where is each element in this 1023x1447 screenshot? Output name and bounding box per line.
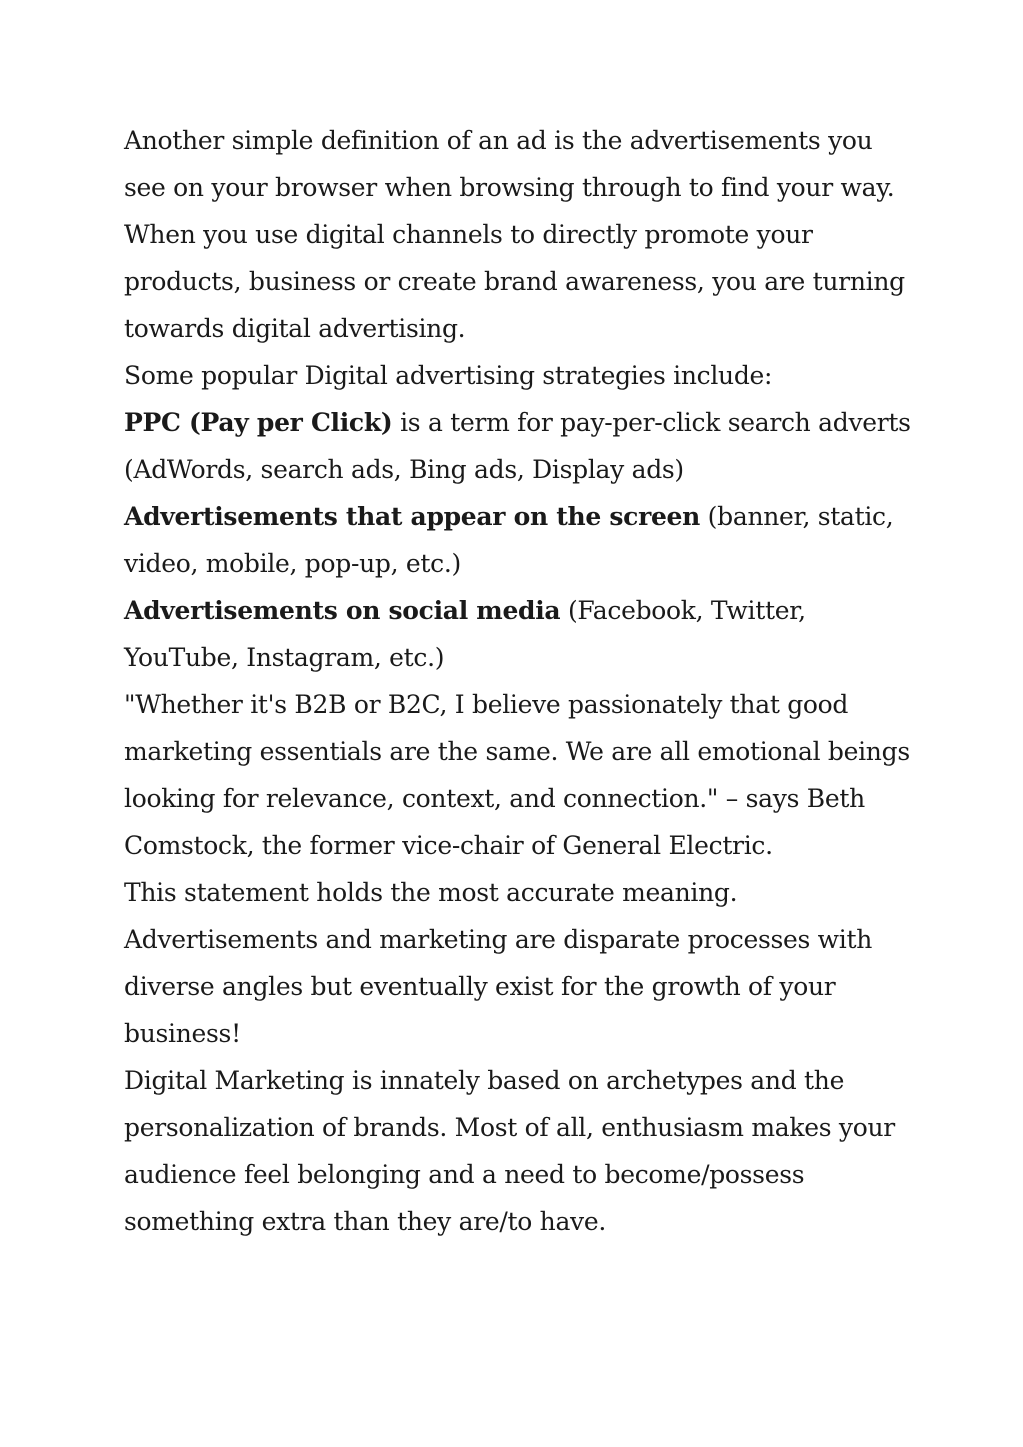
strategy-term: Advertisements on social media xyxy=(124,596,561,625)
strategy-description: is a term for pay-per-click search adverts (AdWords, search ads, Bing ads, Display ads) xyxy=(124,408,911,484)
paragraph-quote xyxy=(124,681,914,869)
quote-text: "Whether it's B2B or B2C, I believe passionately that good marketing essentials are the same. We are all emotional beings looking for relevance, context, and connection." – says Beth Comstock, the former vice-chair of General Electric. xyxy=(124,690,910,860)
document-body xyxy=(124,117,914,1245)
paragraph-text: This statement holds the most accurate meaning. Advertisements and marketing are disparate processes with diverse angles but eventually exist for the growth of your business! xyxy=(124,878,873,1048)
paragraph-conclusion xyxy=(124,1057,914,1245)
strategy-description: (Facebook, Twitter, YouTube, Instagram, etc.) xyxy=(124,596,806,672)
paragraph-text: Digital Marketing is innately based on archetypes and the personalization of brands. Most of all, enthusiasm makes your audience feel belonging and a need to become/possess something extra than they are/to have. xyxy=(124,1066,895,1236)
paragraph-text: Some popular Digital advertising strategies include: xyxy=(124,361,773,390)
paragraph-ad-definition xyxy=(124,117,914,352)
paragraph-screen-ads xyxy=(124,493,914,587)
strategy-description: (banner, static, video, mobile, pop-up, etc.) xyxy=(124,502,894,578)
paragraph-statement xyxy=(124,869,914,1057)
strategy-term: PPC (Pay per Click) xyxy=(124,408,393,437)
strategy-term: Advertisements that appear on the screen xyxy=(124,502,701,531)
paragraph-social-ads xyxy=(124,587,914,681)
paragraph-strategies-intro xyxy=(124,352,914,399)
paragraph-text: Another simple definition of an ad is the advertisements you see on your browser when browsing through to find your way. When you use digital channels to directly promote your products, business or create brand awareness, you are turning towards digital advertising. xyxy=(124,126,905,343)
paragraph-ppc xyxy=(124,399,914,493)
